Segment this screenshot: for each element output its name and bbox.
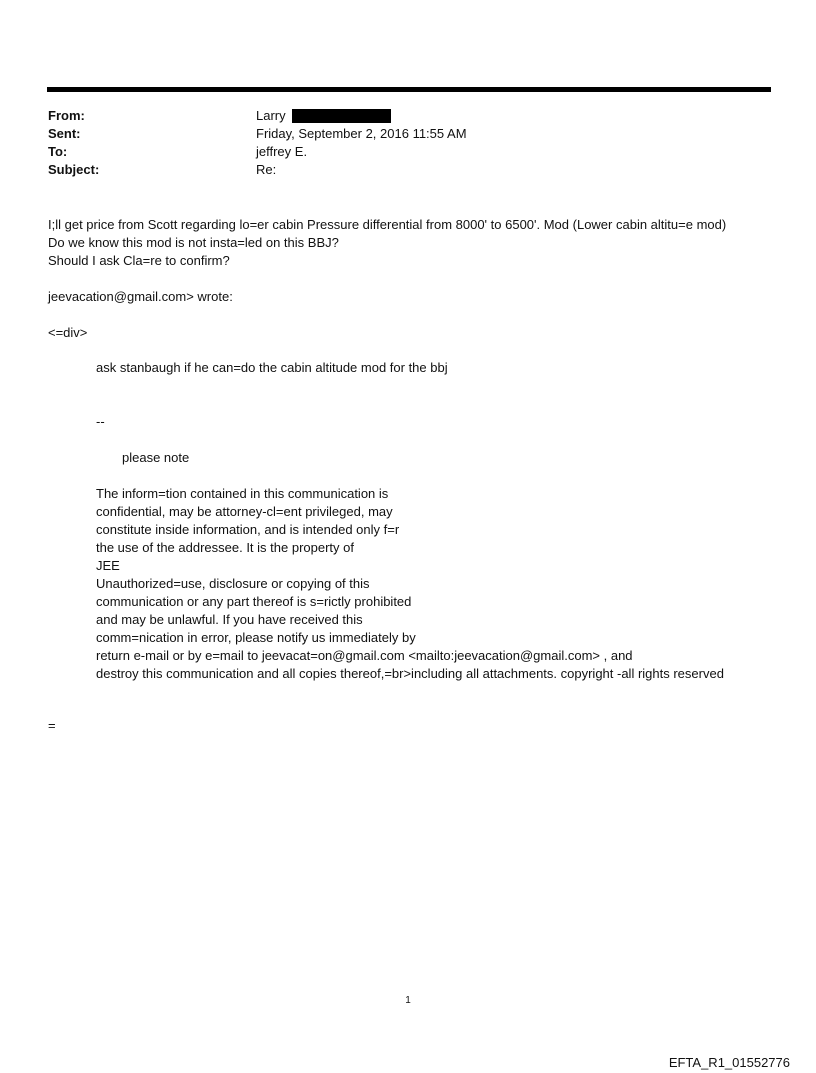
disclaimer-line: and may be unlawful. If you have received this [96,612,363,627]
disclaimer-block [96,485,724,683]
body-line-2: Do we know this mod is not insta=led on this BBJ? [48,235,339,250]
sent-value: Friday, September 2, 2016 11:55 AM [256,126,467,141]
from-label: From: [48,108,85,123]
disclaimer-line: confidential, may be attorney-cl=ent privileged, may [96,504,393,519]
subject-row [48,161,748,179]
document-id: EFTA_R1_01552776 [668,1055,790,1070]
redaction-box [292,109,391,123]
subject-value: Re: [256,162,277,177]
page-number: 1 [405,995,411,1006]
disclaimer-line: constitute inside information, and is intended only f=r [96,522,400,537]
disclaimer-line: JEE [96,558,120,573]
disclaimer-line: return e-mail or by e=mail to jeevacat=on@gmail.com <mailto:jeevacation@gmail.com> , and [96,648,633,663]
to-label: To: [48,144,68,159]
sent-row [48,125,748,143]
disclaimer-line: destroy this communication and all copies thereof,=br>including all attachments. copyright -all rights reserved [96,666,724,681]
email-header [48,107,748,179]
disclaimer-line: Unauthorized=use, disclosure or copying of this [96,576,370,591]
disclaimer-line: communication or any part thereof is s=rictly prohibited [96,594,412,609]
to-row [48,143,748,161]
signature-separator: -- [96,414,105,429]
wrote-line: jeevacation@gmail.com> wrote: [48,289,233,304]
body-line-3: Should I ask Cla=re to confirm? [48,253,230,268]
quoted-line: ask stanbaugh if he can=do the cabin altitude mod for the bbj [96,360,448,375]
disclaimer-line: The inform=tion contained in this communication is [96,486,389,501]
body-line-1: I;ll get price from Scott regarding lo=er cabin Pressure differential from 8000' to 6500'. Mod (Lower cabin altitu=e mod) [48,217,727,232]
disclaimer-line: comm=nication in error, please notify us immediately by [96,630,416,645]
from-value: Larry [256,108,286,123]
header-rule [47,87,771,92]
subject-label: Subject: [48,162,100,177]
to-value: jeffrey E. [256,144,308,159]
trailing-equals: = [48,718,56,733]
disclaimer-line: the use of the addressee. It is the property of [96,540,354,555]
sent-label: Sent: [48,126,81,141]
please-note: please note [122,450,190,465]
div-line: <=div> [48,325,88,340]
from-row [48,107,748,125]
